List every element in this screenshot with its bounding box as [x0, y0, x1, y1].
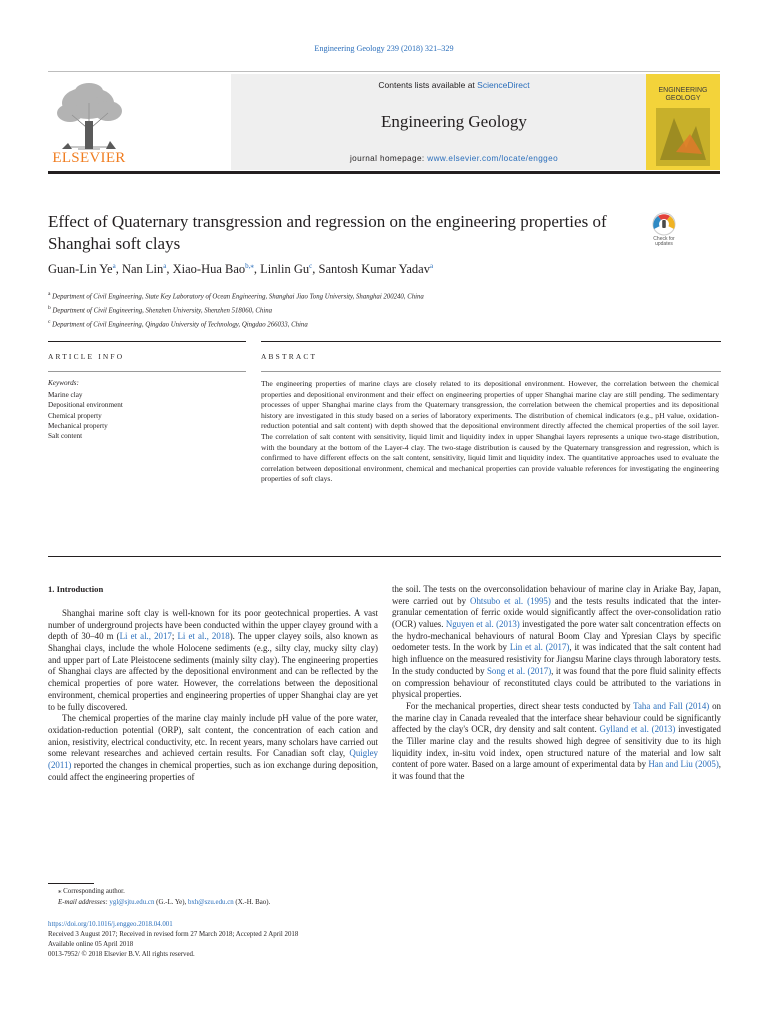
author-name[interactable]: Xiao-Hua Bao: [172, 262, 246, 277]
author-name[interactable]: Nan Lin: [121, 262, 164, 277]
journal-cover-thumbnail: [646, 74, 720, 170]
affiliation-item: $^a$ Department of Civil Engineering, State Key Laboratory of Ocean Engineering, Shanghai Jiao Tong University, Shanghai 200240, China: [48, 291, 424, 301]
citation-link[interactable]: Li et al., 2017: [119, 631, 172, 642]
keyword-item: Depositional environment: [48, 401, 123, 410]
citation-link[interactable]: Li et al., 2018: [177, 631, 230, 642]
citation-link[interactable]: Taha and Fall (2014): [633, 700, 710, 711]
doi-link[interactable]: https://doi.org/10.1016/j.enggeo.2018.04.001: [48, 921, 173, 928]
author-name[interactable]: Guan-Lin Ye: [48, 262, 113, 277]
author-list: Guan-Lin Ye$^a$, Nan Lin$^a$, Xiao-Hua Bao$^{b,⁎}$, Linlin Gu$^c$, Santosh Kumar Yadav$^a$: [48, 262, 434, 277]
keywords-label: Keywords:: [48, 379, 79, 387]
citation-link[interactable]: Quigley (2011): [48, 748, 378, 770]
body-paragraph: the soil. The tests on the overconsolidation behaviour of marine clay in Ariake Bay, Japan, were carried out by Ohtsubo et al. (1995) and the tests results indicated that the inter-granular cementation of ferric oxide would significantly affect the over-consolidation ratio (OCR) values. Nguyen et al. (2013) investigated the pore water salt concentration effects on the hydro-mechanical behaviours of natural Boom Clay and Ypresian Clays by specific oedometer tests. In the work by Lin et al. (2017), it was indicated that the salt content had high influence on the measured resistivity for Jiangsu Marine clays through laboratory tests. In the study conducted by Song et al. (2017), it was found that the pore fluid salinity effects on compression behaviour of reconstituted clays could be attributed to the variations in physical properties.: [392, 584, 721, 700]
journal-title: Engineering Geology: [381, 112, 527, 131]
journal-masthead: [48, 71, 720, 172]
author-affiliation-mark[interactable]: a: [163, 262, 167, 270]
citation-link[interactable]: Nguyen et al. (2013): [445, 619, 520, 630]
body-paragraph: Shanghai marine soft clay is well-known for its poor geotechnical properties. A vast number of underground projects have been conducted within the upper clayey ground with a depth of 30–40 m (Li et al., 2017; Li et al., 2018). The upper clayey soils, also known as Shanghai clays, include the whole Holocene sediments (e.g., silty clay, mucky silty clay) and upper part of Late Pleistocene sediments (mainly silty clay). The engineering properties of Shanghai clays are affected by the depositional environment and can be reflected by the chemical properties of pore water. However, the correlations between the depositional environment, chemical properties and engineering properties of upper Shanghai clay are yet to be fully discovered.: [48, 608, 379, 712]
journal-reference-link[interactable]: Engineering Geology 239 (2018) 321–329: [314, 44, 454, 53]
body-paragraph: For the mechanical properties, direct shear tests conducted by Taha and Fall (2014) on the marine clay in Canada revealed that the interface shear behaviour could be significantly affected by the clay's OCR, dry density and salt content. Gylland et al. (2013) investigated the Tiller marine clay and the results showed high degree of sensitivity due to its high liquidity index, in-situ void index, open structured nature of the material and low salt content of pore water. Based on a large amount of experimental data by Han and Liu (2005), it was found that the: [392, 700, 722, 781]
article-title: Effect of Quaternary transgression and regression on the engineering properties of Shanghai soft clays: [48, 212, 607, 253]
author-affiliation-mark[interactable]: c: [309, 262, 313, 270]
keyword-list: [48, 390, 123, 441]
keyword-item: Marine clay: [48, 391, 83, 399]
masthead-bottom-rule: [48, 171, 720, 174]
keyword-item: Mechanical property: [48, 421, 108, 430]
author-affiliation-mark[interactable]: a: [429, 262, 434, 270]
abstract-top-rule: [261, 341, 721, 342]
affiliation-item: $^b$ Department of Civil Engineering, Shenzhen University, Shenzhen 518060, China: [48, 304, 273, 315]
received-dates: Received 3 August 2017; Received in revised form 27 March 2018; Accepted 2 April 2018: [48, 931, 299, 938]
elsevier-wordmark: ELSEVIER: [52, 150, 126, 166]
author-affiliation-mark[interactable]: b,⁎: [245, 262, 254, 270]
right-column: [392, 584, 721, 783]
masthead-top-rule: [48, 71, 720, 72]
citation-link[interactable]: Gylland et al. (2013): [599, 724, 676, 735]
email-note: E-mail addresses: ygl@sjtu.edu.cn (G.-L. Ye), bxh@szu.edu.cn (X.-H. Bao).: [58, 898, 271, 906]
abstract-bottom-rule: [48, 556, 721, 557]
cover-title: ENGINEERING GEOLOGY: [658, 87, 708, 102]
journal-homepage-link[interactable]: www.elsevier.com/locate/enggeo: [427, 154, 559, 163]
corresponding-author-note: ⁎ Corresponding author.: [58, 888, 125, 895]
citation-link[interactable]: Song et al. (2017): [486, 665, 552, 676]
check-for-updates-label: Check for updates: [653, 236, 675, 247]
article-info-mid-rule: [48, 371, 246, 372]
email-link[interactable]: bxh@szu.edu.cn: [187, 898, 234, 906]
body-paragraph: The chemical properties of the marine clay mainly include pH value of the pore water, oxidation-reduction potential (ORP), salt content, the concentration of each cation and anion, resistivity, electrical conductivity, etc. In recent years, many scholars have carried out some relevant researches and achieved certain results. For Canadian soft clay, Quigley (2011) reported the changes in chemical properties, such as ion exchange during deposition, could affect the engineering properties of: [48, 713, 378, 782]
affiliation-list: [48, 289, 424, 330]
author-affiliation-mark[interactable]: a: [112, 262, 116, 270]
citation-link[interactable]: Han and Liu (2005): [648, 759, 719, 770]
article-info-heading: ARTICLE INFO: [48, 352, 125, 361]
author-name[interactable]: Santosh Kumar Yadav: [318, 262, 430, 277]
available-online-date: Available online 05 April 2018: [48, 941, 134, 948]
abstract-heading: ABSTRACT: [261, 352, 318, 361]
copyright-line: 0013-7952/ © 2018 Elsevier B.V. All rights reserved.: [48, 951, 195, 958]
affiliation-item: $^c$ Department of Civil Engineering, Qingdao University of Technology, Qingdao 266033, China: [48, 318, 308, 328]
cover-artwork-icon: [656, 108, 710, 166]
email-link[interactable]: ygl@sjtu.edu.cn: [109, 898, 155, 906]
footnote-rule: [48, 883, 94, 884]
keyword-item: Salt content: [48, 432, 83, 441]
contents-line: Contents lists available at ScienceDirect: [378, 80, 530, 90]
homepage-line: journal homepage: www.elsevier.com/locate/enggeo: [349, 154, 559, 163]
abstract-mid-rule: [261, 371, 721, 372]
footnotes: [48, 887, 270, 908]
left-column: [48, 608, 378, 783]
citation-link[interactable]: Lin et al. (2017): [509, 642, 570, 653]
masthead-center-panel: [231, 74, 677, 170]
sciencedirect-link[interactable]: ScienceDirect: [477, 80, 530, 90]
introduction-heading: 1. Introduction: [48, 584, 104, 594]
publication-info: [48, 920, 298, 960]
article-info-top-rule: [48, 341, 246, 342]
author-name[interactable]: Linlin Gu: [260, 262, 310, 277]
citation-link[interactable]: Ohtsubo et al. (1995): [470, 595, 551, 606]
keyword-item: Chemical property: [48, 411, 102, 420]
abstract-text: The engineering properties of marine clays are closely related to its depositional environment. However, the correlation between the chemical properties and depositional environment and their effect on engineering properties of upper Shanghai marine clay are still pending. The sedimentary processes of upper Shanghai marine clays from the Quaternary transgression, the correlation between the chemical properties and its depositional history are investigated in this study based on a series of laboratory experiments. The distribution of chemical indicators (e.g., pH value, oxidation-reduction potential and salt content) with depth showed that the depositional environment directly affected the chemical properties of the soil layer. The correlation of salt content with sensitivity, liquid limit and liquidity index in upper Shanghai layers represents a unique two-stage distribution, with the boundary at the bottom of the Layer-4 clay. The two-stage distribution is caused by the Quaternary transgression and regression, which is confirmed to have different effects on the salt content, sensitivity, liquid limit and liquidity index. The quantitative approaches used to evaluate the correlation between depositional environment, chemical and mechanical properties can provide valuable references for investigating the engineering properties of soft clays.: [261, 379, 719, 484]
